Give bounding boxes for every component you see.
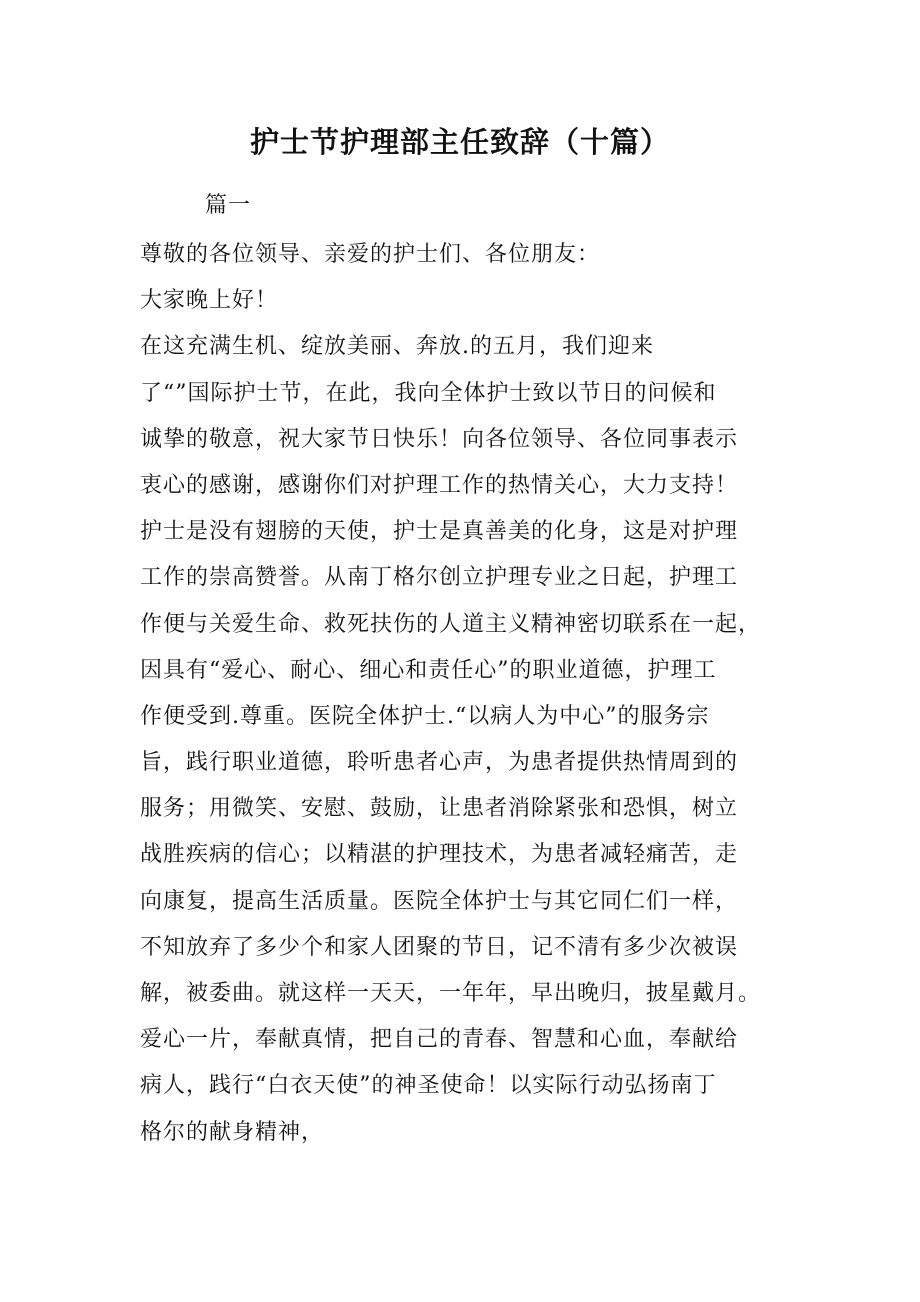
body-text: [140, 238, 800, 1162]
text-line: 旨，践行职业道德，聆听患者心声，为患者提供热情周到的: [140, 750, 739, 776]
text-line: 作便与关爱生命、救死扶伤的人道主义精神密切联系在一起，: [140, 611, 762, 637]
text-line: 格尔的献身精神，: [140, 1119, 325, 1145]
text-line: 大家晚上好！: [140, 288, 279, 314]
text-line: 了“”国际护士节，在此，我向全体护士致以节日的问候和: [140, 380, 717, 406]
text-line: 诚挚的敬意，祝大家节日快乐！向各位领导、各位同事表示: [140, 426, 739, 452]
text-line: 战胜疾病的信心；以精湛的护理技术，为患者减轻痛苦，走: [140, 842, 739, 868]
text-line: 护士是没有翅膀的天使，护士是真善美的化身，这是对护理: [140, 519, 739, 545]
text-line: 解，被委曲。就这样一天天，一年年，早出晚归，披星戴月。: [140, 981, 762, 1006]
text-line: 不知放弃了多少个和家人团聚的节日，记不清有多少次被误: [140, 934, 739, 960]
text-line: 服务；用微笑、安慰、鼓励，让患者消除紧张和恐惧，树立: [140, 796, 739, 822]
text-line: 工作的崇高赞誉。从南丁格尔创立护理专业之日起，护理工: [140, 565, 739, 591]
text-line: 病人，践行“白衣天使”的神圣使命！以实际行动弘扬南丁: [140, 1073, 717, 1099]
text-line: 作便受到.尊重。医院全体护士.“以病人为中心”的服务宗: [140, 703, 710, 729]
text-line: 向康复，提高生活质量。医院全体护士与其它同仁们一样，: [140, 888, 739, 914]
section-label: 篇一: [205, 193, 252, 218]
text-line: 尊敬的各位领导、亲爱的护士们、各位朋友：: [140, 242, 601, 267]
text-line: 在这充满生机、绽放美丽、奔放.的五月，我们迎来: [140, 334, 654, 360]
text-line: 爱心一片，奉献真情，把自己的青春、智慧和心血，奉献给: [140, 1027, 739, 1053]
text-line: 因具有“爱心、耐心、细心和责任心”的职业道德，护理工: [140, 657, 717, 683]
document-title: 护士节护理部主任致辞（十篇）: [249, 125, 670, 159]
text-line: 衷心的感谢，感谢你们对护理工作的热情关心，大力支持！: [140, 472, 739, 498]
